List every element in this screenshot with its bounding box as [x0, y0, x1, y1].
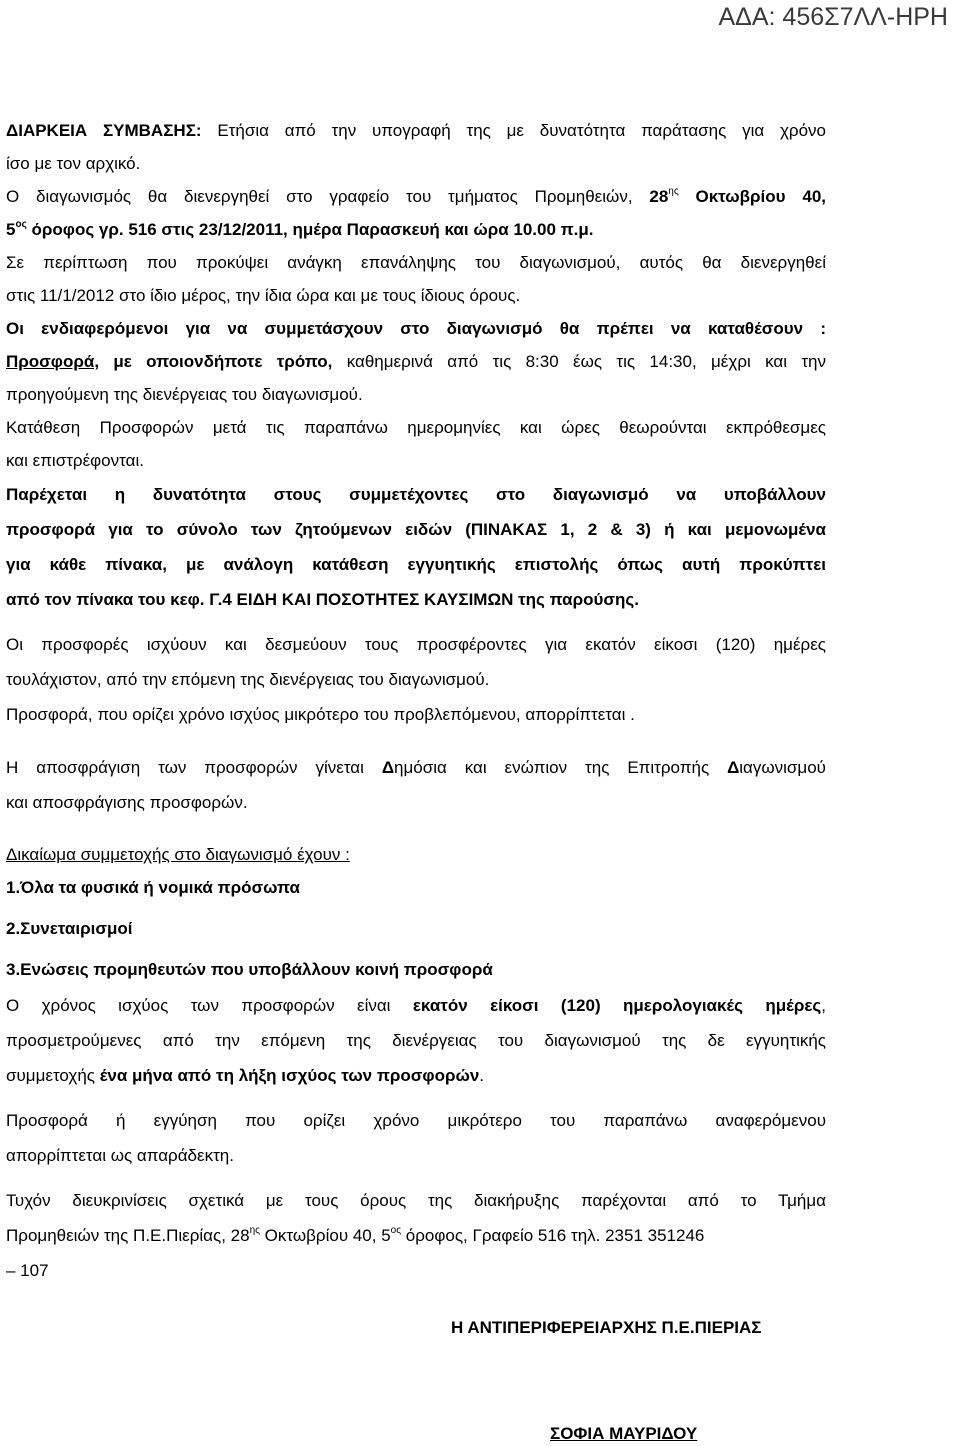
signatory-name: ΣΟΦΙΑ ΜΑΥΡΙΔΟΥ	[550, 1424, 698, 1443]
validity-line-2: τουλάχιστον, από την επόμενη της διενέργειας του διαγωνισμού.	[6, 670, 490, 689]
guarantee-text-c: συμμετοχής	[6, 1066, 100, 1085]
venue-text-a: Ο διαγωνισμός θα διενεργηθεί στο γραφείο του τμήματος Προμηθειών,	[6, 187, 650, 206]
unsealing-text-b: ημόσια και ενώπιον της Επιτροπής	[394, 758, 728, 777]
eligibility-heading: Δικαίωμα συμμετοχής στο διαγωνισμό έχουν :	[6, 845, 350, 864]
offer-manner: με οποιονδήποτε τρόπο,	[99, 352, 333, 371]
rejection-line-2: απορρίπτεται ως απαράδεκτη.	[6, 1146, 234, 1165]
contact-sup-1: ης	[249, 1225, 260, 1236]
unsealing-text-a: Η αποσφράγιση των προσφορών γίνεται	[6, 758, 382, 777]
venue-date-num: 28	[649, 187, 669, 206]
guarantee-line-3	[6, 1066, 484, 1085]
possibility-line-3: για κάθε πίνακα, με ανάλογη κατάθεση εγγυητικής επιστολής όπως αυτή προκύπτει	[6, 555, 826, 574]
venue-street: Οκτωβρίου 40,	[678, 187, 827, 206]
interested-line-2	[6, 345, 826, 378]
guarantee-line-2: προσμετρούμενες από την επόμενη της διενέργειας του διαγωνισμού της δε εγγυητικής	[6, 1031, 826, 1050]
duration-text: Ετήσια από την υπογραφή της με δυνατότητα παράτασης για χρόνο	[201, 121, 826, 140]
contact-line-2	[6, 1218, 826, 1253]
validity-line-1: Οι προσφορές ισχύουν και δεσμεύουν τους προσφέροντες για εκατόν είκοσι (120) ημέρες	[6, 635, 826, 654]
guarantee-period: .	[479, 1066, 485, 1085]
possibility-line-4: από τον πίνακα του κεφ. Γ.4 ΕΙΔΗ ΚΑΙ ΠΟΣΟΤΗΤΕΣ ΚΑΥΣΙΜΩΝ της παρούσης.	[6, 590, 639, 609]
interested-paragraph	[6, 312, 826, 411]
unsealing-line-2: και αποσφράγισης προσφορών.	[6, 793, 248, 812]
duration-line-1	[6, 114, 826, 147]
eligibility-section	[6, 838, 826, 986]
late-paragraph	[6, 411, 826, 477]
signatory-title: Η ΑΝΤΙΠΕΡΙΦΕΡΕΙΑΡΧΗΣ Π.Ε.ΠΙΕΡΙΑΣ	[451, 1318, 762, 1337]
venue-floor-num: 5	[6, 220, 16, 239]
contact-text-c: όροφος, Γραφείο 516 τηλ. 2351 351246	[401, 1226, 705, 1245]
venue-paragraph	[6, 180, 826, 246]
contact-sup-2: ος	[390, 1225, 402, 1236]
contact-line-1: Τυχόν διευκρινίσεις σχετικά με τους όρους της διακήρυξης παρέχονται από το Τμήμα	[6, 1191, 826, 1210]
contact-paragraph	[6, 1183, 826, 1288]
offer-label: Προσφορά,	[6, 352, 100, 371]
guarantee-comma: ,	[821, 996, 826, 1015]
repeat-paragraph	[6, 246, 826, 312]
validity-paragraph	[6, 627, 826, 732]
venue-line-2	[6, 220, 594, 239]
duration-label: ΔΙΑΡΚΕΙΑ ΣΥΜΒΑΣΗΣ:	[6, 121, 202, 140]
possibility-line-2: προσφορά για το σύνολο των ζητούμενων ειδών (ΠΙΝΑΚΑΣ 1, 2 & 3) ή και μεμονωμένα	[6, 520, 826, 539]
venue-floor-sup: ος	[15, 219, 27, 230]
validity-line-3: Προσφορά, που ορίζει χρόνο ισχύος μικρότερο του προβλεπόμενου, απορρίπτεται .	[6, 705, 635, 724]
offer-hours: καθημερινά από τις 8:30 έως τις 14:30, μέχρι και την	[332, 352, 826, 371]
guarantee-days: εκατόν είκοσι (120) ημερολογιακές ημέρες	[412, 996, 822, 1015]
contact-text-b: Οκτωβρίου 40, 5	[259, 1226, 391, 1245]
contact-line-3: – 107	[6, 1261, 49, 1280]
contact-text-a: Προμηθειών της Π.Ε.Πιερίας, 28	[6, 1226, 250, 1245]
unsealing-text-c: ιαγωνισμού	[739, 758, 826, 777]
rejection-line-1: Προσφορά ή εγγύηση που ορίζει χρόνο μικρότερο του παραπάνω αναφερόμενου	[6, 1111, 826, 1130]
venue-floor-text: όροφος γρ. 516 στις 23/12/2011, ημέρα Παρασκευή και ώρα 10.00 π.μ.	[26, 220, 594, 239]
unsealing-line-1	[6, 750, 826, 785]
duration-line-2: ίσο με τον αρχικό.	[6, 154, 141, 173]
guarantee-line-1	[6, 988, 826, 1023]
eligibility-item-1: 1.Όλα τα φυσικά ή νομικά πρόσωπα	[6, 878, 300, 897]
guarantee-paragraph	[6, 988, 826, 1093]
unsealing-committee-initial: Δ	[727, 758, 740, 777]
possibility-paragraph	[6, 477, 826, 617]
unsealing-public-initial: Δ	[381, 758, 395, 777]
possibility-line-1: Παρέχεται η δυνατότητα στους συμμετέχοντες στο διαγωνισμό να υποβάλλουν	[6, 485, 826, 504]
guarantee-text-a: Ο χρόνος ισχύος των προσφορών είναι	[6, 996, 413, 1015]
interested-line-1: Οι ενδιαφερόμενοι για να συμμετάσχουν στο διαγωνισμό θα πρέπει να καταθέσουν :	[6, 319, 826, 338]
rejection-paragraph	[6, 1103, 826, 1173]
duration-paragraph	[6, 114, 826, 180]
venue-line-1	[6, 180, 826, 213]
ada-code: ΑΔΑ: 456Σ7ΛΛ-ΗΡΗ	[718, 3, 948, 31]
venue-date-sup: ης	[668, 186, 679, 197]
late-line-1: Κατάθεση Προσφορών μετά τις παραπάνω ημερομηνίες και ώρες θεωρούνται εκπρόθεσμες	[6, 418, 826, 437]
eligibility-item-2: 2.Συνεταιρισμοί	[6, 919, 133, 938]
unsealing-paragraph	[6, 750, 826, 820]
document-body	[6, 114, 826, 1288]
repeat-line-1: Σε περίπτωση που προκύψει ανάγκη επανάληψης του διαγωνισμού, αυτός θα διενεργηθεί	[6, 253, 826, 272]
eligibility-item-3: 3.Ενώσεις προμηθευτών που υποβάλλουν κοινή προσφορά	[6, 960, 493, 979]
interested-line-3: προηγούμενη της διενέργειας του διαγωνισμού.	[6, 385, 363, 404]
guarantee-month: ένα μήνα από τη λήξη ισχύος των προσφορών	[99, 1066, 480, 1085]
repeat-line-2: στις 11/1/2012 στο ίδιο μέρος, την ίδια ώρα και με τους ίδιους όρους.	[6, 286, 521, 305]
late-line-2: και επιστρέφονται.	[6, 451, 144, 470]
